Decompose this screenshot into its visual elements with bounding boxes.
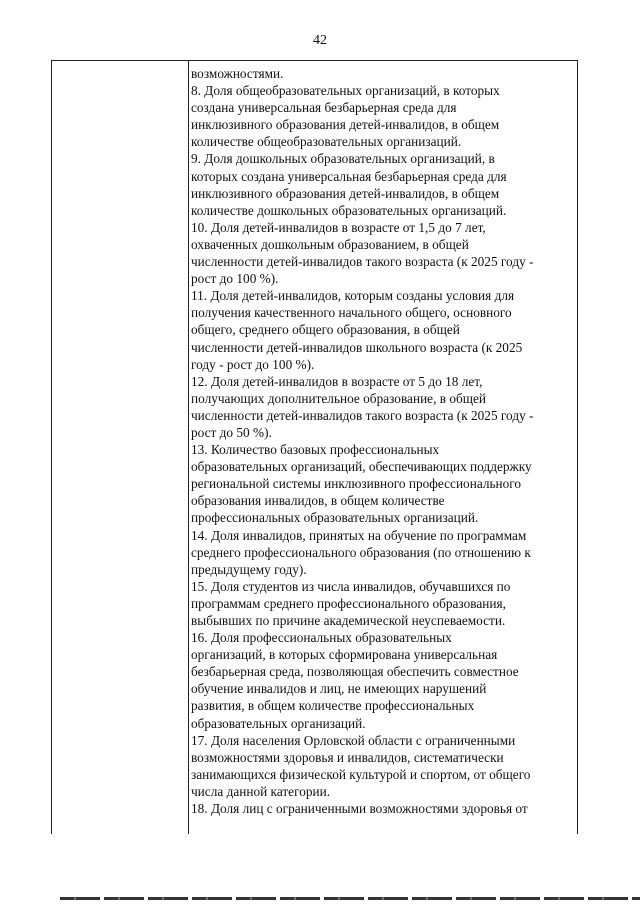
text-line: рост до 100 %). <box>191 271 279 287</box>
text-line: 18. Доля лиц с ограниченными возможностями здоровья от <box>191 801 528 817</box>
text-line: численности детей-инвалидов такого возраста (к 2025 году - <box>191 407 534 423</box>
text-line: обучение инвалидов и лиц, не имеющих нарушений <box>191 681 487 697</box>
text-line: образования инвалидов, в общем количестве <box>191 493 445 509</box>
text-line: 8. Доля общеобразовательных организаций, в которых <box>191 83 500 99</box>
table-right-column <box>190 65 576 817</box>
text-line: профессиональных образовательных организаций. <box>191 510 479 526</box>
text-line: образовательных организаций. <box>191 715 366 731</box>
text-line: 15. Доля студентов из числа инвалидов, обучавшихся по <box>191 578 511 594</box>
text-line: количестве общеобразовательных организаций. <box>191 134 462 150</box>
text-line: 16. Доля профессиональных образовательных <box>191 630 452 646</box>
text-line: 12. Доля детей-инвалидов в возрасте от 5 до 18 лет, <box>191 373 483 389</box>
text-line: 17. Доля населения Орловской области с ограниченными <box>191 732 516 748</box>
text-line: развития, в общем количестве профессиональных <box>191 698 475 714</box>
text-line: безбарьерная среда, позволяющая обеспечить совместное <box>191 664 519 680</box>
text-line: возможностями здоровья и инвалидов, систематически <box>191 749 504 765</box>
text-line: образовательных организаций, обеспечивающих поддержку <box>191 459 532 475</box>
text-line: численности детей-инвалидов школьного возраста (к 2025 <box>191 339 523 355</box>
text-line: региональной системы инклюзивного профессионального <box>191 476 522 492</box>
text-line: 10. Доля детей-инвалидов в возрасте от 1,5 до 7 лет, <box>191 219 486 235</box>
text-line: организаций, в которых сформирована универсальная <box>191 647 498 663</box>
text-line: общего, среднего общего образования, в общей <box>191 322 460 338</box>
text-line: году - рост до 100 %). <box>191 356 315 372</box>
text-line: программам среднего профессионального образования, <box>191 595 506 611</box>
text-line: численности детей-инвалидов такого возраста (к 2025 году - <box>191 254 534 270</box>
text-line: инклюзивного образования детей-инвалидов, в общем <box>191 117 500 133</box>
text-line: возможностями. <box>191 66 284 81</box>
text-line: рост до 50 %). <box>191 424 272 440</box>
text-line: получающих дополнительное образование, в общей <box>191 390 487 406</box>
text-line: выбывших по причине академической неуспеваемости. <box>191 613 506 628</box>
text-line: инклюзивного образования детей-инвалидов, в общем <box>191 185 500 201</box>
text-line: 13. Количество базовых профессиональных <box>191 442 440 458</box>
text-line: получения качественного начального общего, основного <box>191 305 512 321</box>
text-line: которых создана универсальная безбарьерная среда для <box>191 168 507 184</box>
text-line: количестве дошкольных образовательных организаций. <box>191 202 507 218</box>
text-line: предыдущему году). <box>191 561 307 577</box>
document-table <box>51 60 578 834</box>
table-left-column <box>52 61 189 834</box>
scan-artifact-bar <box>60 897 640 900</box>
text-line: числа данной категории. <box>191 783 331 799</box>
text-line: охваченных дошкольным образованием, в общей <box>191 236 469 252</box>
page-number: 42 <box>313 33 327 48</box>
text-line: среднего профессионального образования (по отношению к <box>191 544 531 560</box>
text-line: 11. Доля детей-инвалидов, которым созданы условия для <box>191 288 515 304</box>
text-line: занимающихся физической культурой и спортом, от общего <box>191 766 531 782</box>
text-line: 14. Доля инвалидов, принятых на обучение по программам <box>191 527 527 543</box>
text-line: создана универсальная безбарьерная среда для <box>191 100 457 116</box>
text-line: 9. Доля дошкольных образовательных организаций, в <box>191 151 495 167</box>
